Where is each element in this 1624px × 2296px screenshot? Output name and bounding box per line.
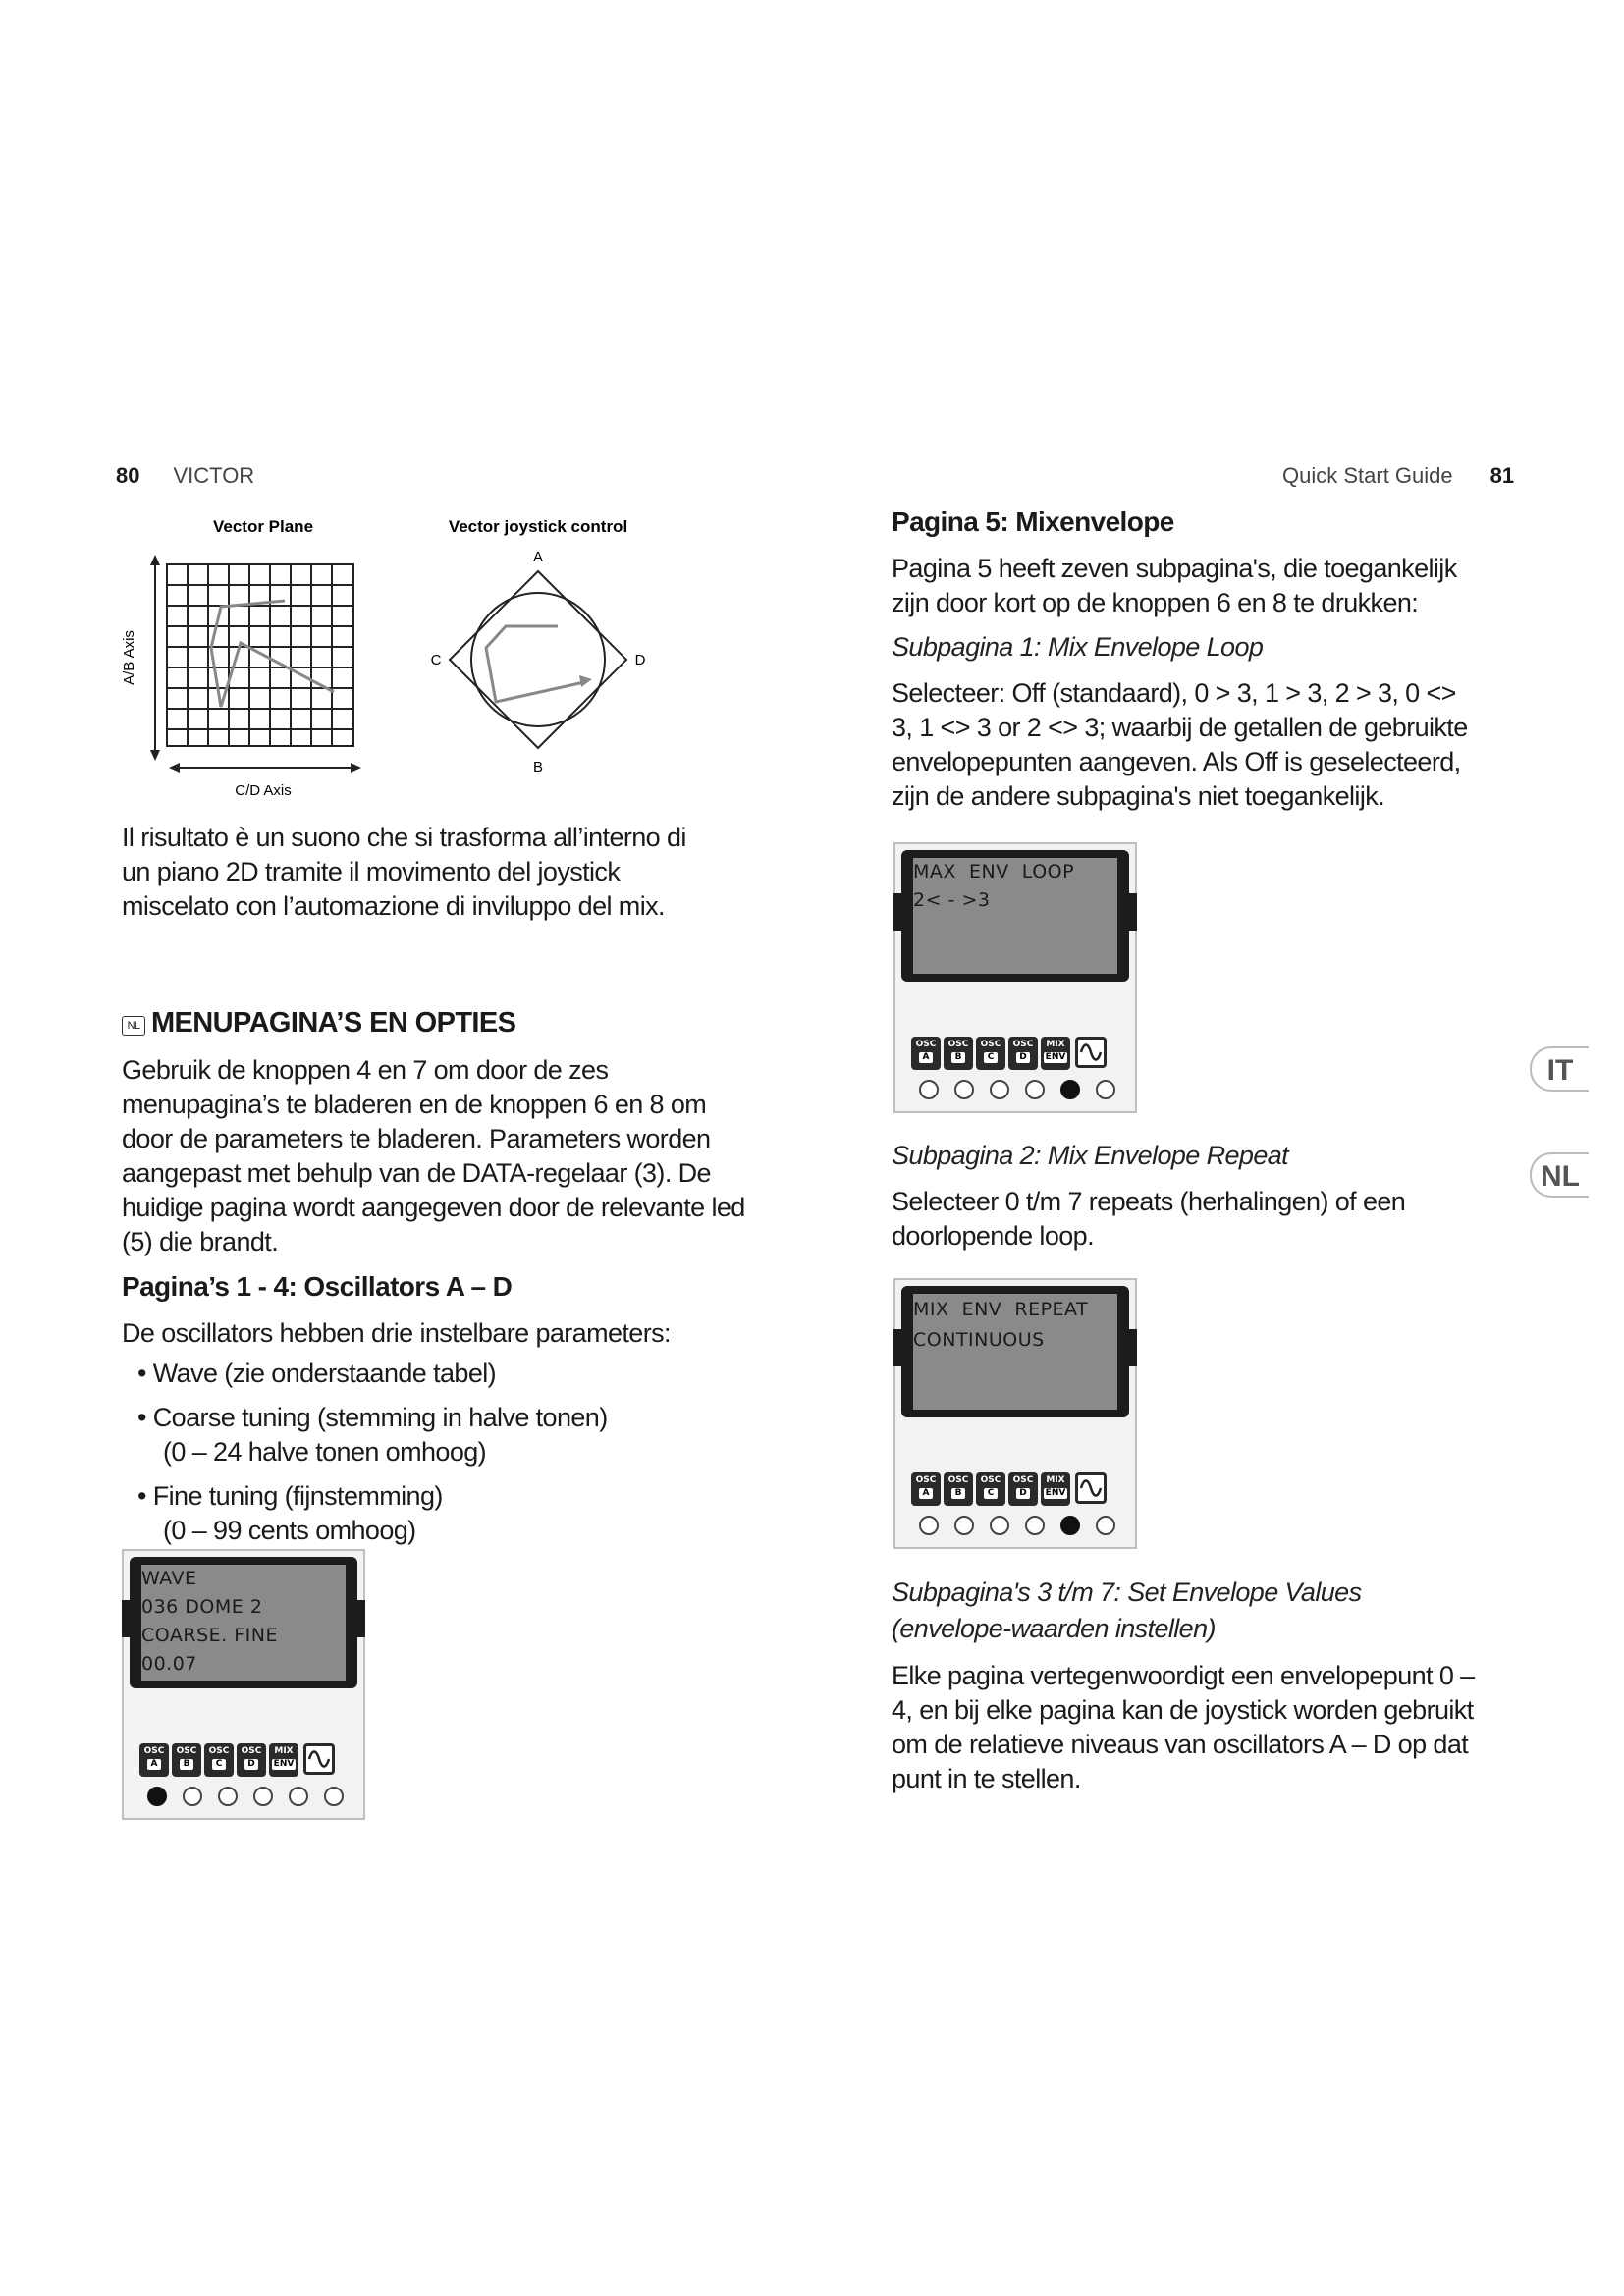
bullet-wave: • Wave (zie onderstaande tabel) [137,1359,497,1388]
osc-c-button[interactable] [976,1472,1005,1506]
page-led-2 [183,1787,202,1806]
osc-a-button-label: OSC [915,1040,937,1049]
header-right [1282,463,1514,489]
mix-env-button[interactable] [1041,1037,1070,1070]
lcd-notch-right [355,1600,365,1637]
osc-c-button-sublabel: C [984,1052,998,1063]
osc-d-button[interactable] [1008,1037,1038,1070]
osc-d-button[interactable] [1008,1472,1038,1506]
joystick-label-d: D [634,652,646,668]
page-led-row [919,1080,1115,1099]
lcd-device-repeat [893,1278,1137,1549]
osc-d-button-label: OSC [1012,1475,1034,1485]
menu-button-row [139,1743,335,1777]
osc-d-button-sublabel: D [244,1759,258,1770]
lcd-line-2: 036 DOME 2 [141,1596,263,1618]
cd-axis-label: C/D Axis [235,782,292,799]
osc-b-button-sublabel: B [951,1488,965,1499]
osc-a-button-label: OSC [143,1746,165,1756]
list-item [137,1479,750,1548]
bullet-fine-range: (0 – 99 cents omhoog) [163,1516,416,1545]
sine-wave-icon [306,1746,332,1772]
cd-axis-arrow-right [351,763,361,773]
osc-b-button-label: OSC [947,1475,969,1485]
osc-a-button[interactable] [911,1472,941,1506]
section-title-text: MENUPAGINA’S EN OPTIES [151,1007,516,1039]
page-led-6 [1096,1080,1115,1099]
osc-a-button-sublabel: A [919,1052,933,1063]
osc-d-button-label: OSC [241,1746,262,1756]
lcd-notch-left [122,1600,132,1637]
sub3-title-line1: Subpagina's 3 t/m 7: Set Envelope Values [892,1577,1362,1607]
page5-intro: Pagina 5 heeft zeven subpagina's, die toegankelijk zijn door kort op de knoppen 6 en 8 te drukken: [892,554,1457,617]
osc-d-button-label: OSC [1012,1040,1034,1049]
mix-env-button-label: MIX [1046,1475,1065,1485]
page-led-3 [990,1516,1009,1535]
menu-button-row [911,1037,1107,1070]
osc-a-button-sublabel: A [919,1488,933,1499]
lcd-line-2: 2< - >3 [913,889,991,911]
mix-env-button-sublabel: ENV [1045,1488,1066,1498]
bullet-coarse-range: (0 – 24 halve tonen omhoog) [163,1437,487,1467]
osc-b-button[interactable] [944,1037,973,1070]
sine-wave-icon [1078,1040,1104,1065]
header-title-left: VICTOR [173,463,255,488]
osc-c-button-sublabel: C [212,1759,226,1770]
osc-d-button-sublabel: D [1016,1052,1030,1063]
tab-nl[interactable]: NL [1530,1152,1589,1198]
cd-axis-arrow-left [169,763,180,773]
joystick-label-c: C [430,652,442,668]
lcd-line-1: MIX ENV REPEAT [913,1299,1089,1320]
osc-c-button-sublabel: C [984,1488,998,1499]
osc-intro: De oscillators hebben drie instelbare parameters: [122,1318,671,1348]
sub2-text: Selecteer 0 t/m 7 repeats (herhalingen) of een doorlopende loop. [892,1187,1406,1251]
page5-heading: Pagina 5: Mixenvelope [892,507,1174,537]
joystick-figure [450,571,626,748]
page-led-5 [1060,1516,1080,1535]
sine-wave-icon [1078,1475,1104,1501]
wave-button[interactable] [1075,1037,1107,1068]
sub3-block [892,1575,1520,1796]
lcd-notch-right [1127,893,1137,931]
mix-env-button-sublabel: ENV [1045,1052,1066,1062]
ab-axis-label: A/B Axis [121,630,137,685]
list-item [137,1401,750,1469]
vector-diagram [118,510,668,805]
wave-button[interactable] [1075,1472,1107,1504]
sub2-block [892,1141,1500,1254]
osc-b-button[interactable] [944,1472,973,1506]
joystick-title: Vector joystick control [448,517,628,536]
lcd-device-loop [893,842,1137,1113]
ab-axis-arrow-down [150,750,160,761]
tab-it[interactable]: IT [1530,1046,1589,1092]
page-led-1 [919,1080,939,1099]
right-column [892,507,1520,814]
page-led-4 [1025,1080,1045,1099]
lcd-line-1: WAVE [141,1568,197,1589]
page-led-3 [990,1080,1009,1099]
nl-badge-icon: NL [122,1016,145,1036]
osc-c-button-label: OSC [980,1040,1001,1049]
osc-a-button[interactable] [139,1743,169,1777]
sub3-title-line2: (envelope-waarden instellen) [892,1614,1216,1643]
sub3-title [892,1575,1520,1647]
mix-env-button-sublabel: ENV [273,1759,295,1769]
osc-b-button-sublabel: B [951,1052,965,1063]
joystick-label-b: B [532,759,544,775]
ab-axis-arrow-up [150,555,160,565]
header-left [116,463,254,489]
mix-env-button[interactable] [1041,1472,1070,1506]
page-led-2 [954,1516,974,1535]
italian-paragraph: Il risultato è un suono che si trasforma all’interno di un piano 2D tramite il movimento del joystick miscelato con l’automazione di inviluppo del mix. [122,823,686,921]
vector-diagram-svg [118,510,668,805]
osc-d-button-sublabel: D [1016,1488,1030,1499]
osc-heading: Pagina’s 1 - 4: Oscillators A – D [122,1271,513,1302]
sub3-text: Elke pagina vertegenwoordigt een envelopepunt 0 – 4, en bij elke pagina kan de joystick worden gebruikt om de relatieve niveaus van oscillators A – D op dat punt in te stellen. [892,1661,1475,1793]
menu-intro: Gebruik de knoppen 4 en 7 om door de zes menupagina’s te bladeren en de knoppen 6 en 8 om door de parameters te bladeren. Parameters worden aangepast met behulp van de DATA-regelaar (3). De huidige pagina wordt aangegeven door de relevante led (5) die brandt. [122,1055,745,1256]
lcd-screen [141,1565,346,1681]
osc-b-button-label: OSC [947,1040,969,1049]
page-led-1 [147,1787,167,1806]
osc-c-button[interactable] [976,1037,1005,1070]
osc-b-button-sublabel: B [180,1759,193,1770]
lcd-device-osc [122,1549,365,1820]
sub2-title: Subpagina 2: Mix Envelope Repeat [892,1141,1289,1170]
lcd-line-1: MAX ENV LOOP [913,861,1075,882]
lcd-line-4: 00.07 [141,1653,197,1675]
osc-a-button-sublabel: A [147,1759,161,1770]
osc-a-button-label: OSC [915,1475,937,1485]
lcd-notch-left [893,1329,903,1366]
osc-b-button-label: OSC [176,1746,197,1756]
page-led-3 [218,1787,238,1806]
wave-button[interactable] [303,1743,335,1775]
page-number-right: 81 [1489,463,1515,488]
list-item [137,1357,750,1391]
sub1-title: Subpagina 1: Mix Envelope Loop [892,632,1264,662]
sub1-text: Selecteer: Off (standaard), 0 > 3, 1 > 3, 2 > 3, 0 <> 3, 1 <> 3 or 2 <> 3; waarbij de getallen de gebruikte envelopepunten aangeven. Als Off is geselecteerd, zijn de andere subpagina's niet toegankelijk. [892,678,1468,811]
page-led-row [147,1787,344,1806]
lcd-screen [913,1294,1117,1410]
vector-plane-title: Vector Plane [212,517,314,536]
bullet-coarse: • Coarse tuning (stemming in halve tonen) [137,1403,608,1432]
page-led-row [919,1516,1115,1535]
page-led-6 [1096,1516,1115,1535]
lcd-notch-right [1127,1329,1137,1366]
osc-c-button-label: OSC [208,1746,230,1756]
section-title [122,1007,750,1040]
mix-env-button-label: MIX [1046,1040,1065,1049]
lcd-line-3: COARSE. FINE [141,1625,278,1646]
osc-c-button[interactable] [204,1743,234,1777]
bullet-fine: • Fine tuning (fijnstemming) [137,1481,443,1511]
osc-d-button[interactable] [237,1743,266,1777]
lcd-notch-left [893,893,903,931]
mix-env-button-label: MIX [274,1746,294,1756]
page-led-4 [253,1787,273,1806]
page-led-2 [954,1080,974,1099]
menu-section [122,1007,750,1548]
lcd-line-2: CONTINUOUS [913,1329,1045,1351]
page-led-1 [919,1516,939,1535]
page-number-left: 80 [116,463,140,488]
mix-env-button[interactable] [269,1743,298,1777]
joystick-label-a: A [532,549,544,565]
osc-c-button-label: OSC [980,1475,1001,1485]
osc-b-button[interactable] [172,1743,201,1777]
page-led-4 [1025,1516,1045,1535]
page-led-6 [324,1787,344,1806]
menu-button-row [911,1472,1107,1506]
page-led-5 [289,1787,308,1806]
header-title-right: Quick Start Guide [1282,463,1453,488]
osc-param-list [122,1357,750,1548]
page-led-5 [1060,1080,1080,1099]
lcd-screen [913,858,1117,974]
vector-grid [167,564,353,746]
osc-a-button[interactable] [911,1037,941,1070]
